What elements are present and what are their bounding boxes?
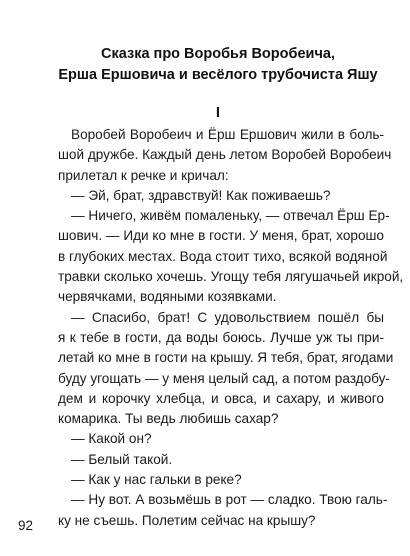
- text-line: буду угощать — у меня целый сад, а потом раздобу-: [58, 370, 390, 386]
- text-line: ку не съешь. Полетим сейчас на крышу?: [58, 512, 316, 528]
- text-line: комарика. Ты ведь любишь сахар?: [58, 411, 279, 427]
- text-line: прилетал к речке и кричал:: [58, 167, 229, 183]
- text-line: — Ничего, живём помаленьку, — отвечал Ёрш Ер-: [71, 208, 390, 224]
- story-title-line-2: Ерша Ершовича и весёлого трубочиста Яшу: [58, 67, 378, 83]
- text-line: червячками, водяными козявками.: [58, 289, 277, 305]
- text-line: я к тебе в гости, да воды боюсь. Лучше уж ты при-: [58, 329, 384, 345]
- text-line: — Как у нас гальки в реке?: [71, 472, 242, 488]
- text-line: — Спасибо, брат! С удовольствием пошёл бы: [71, 309, 384, 325]
- text-line: шович. — Иди ко мне в гости. У меня, брат, хорошо: [58, 228, 384, 244]
- story-title: [58, 44, 378, 86]
- page-number: 92: [18, 518, 34, 533]
- text-line: — Какой он?: [71, 431, 152, 447]
- text-line: травки сколько хочешь. Угощу тебя лягушачьей икрой,: [58, 269, 404, 285]
- text-line: дем и корочку хлебца, и овса, и сахару, и живого: [58, 390, 384, 406]
- text-line: — Белый такой.: [71, 451, 173, 467]
- text-line: шой дружбе. Каждый день летом Воробей Воробеич: [58, 147, 392, 163]
- text-line: в глубоких местах. Вода стоит тихо, всякой водяной: [58, 248, 388, 264]
- text-line: — Ну вот. А возьмёшь в рот — сладко. Твою галь-: [71, 492, 388, 508]
- story-title-line-1: Сказка про Воробья Воробеича,: [101, 46, 335, 62]
- text-line: — Эй, брат, здравствуй! Как поживаешь?: [71, 187, 331, 203]
- text-line: летай ко мне в гости на крышу. Я тебя, брат, ягодами: [58, 350, 394, 366]
- chapter-number: I: [215, 104, 221, 121]
- story-body-text: [58, 125, 404, 531]
- text-line: Воробей Воробеич и Ёрш Ершович жили в боль-: [71, 127, 384, 142]
